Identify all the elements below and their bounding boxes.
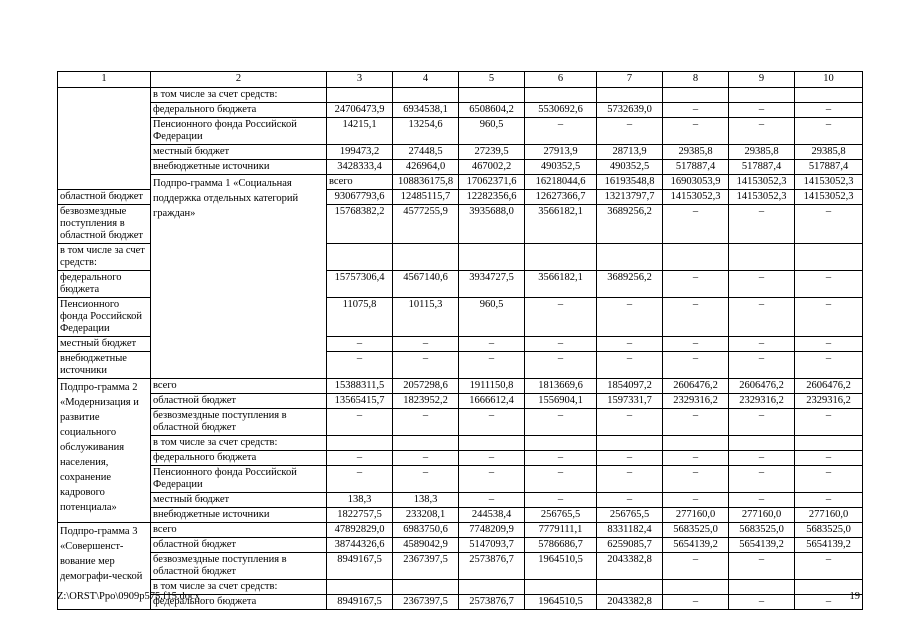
amount-cell — [663, 88, 729, 103]
amount-cell: 12485115,7 — [393, 190, 459, 205]
amount-cell — [393, 436, 459, 451]
amount-cell: – — [525, 298, 597, 337]
amount-cell: – — [459, 409, 525, 436]
funding-source-label: всего — [151, 523, 327, 538]
funding-source-label: федерального бюджета — [58, 271, 151, 298]
table-row — [58, 466, 863, 493]
amount-cell: – — [597, 466, 663, 493]
amount-cell: 10115,3 — [393, 298, 459, 337]
funding-source-label: внебюджетные источники — [151, 160, 327, 175]
amount-cell: 2329316,2 — [663, 394, 729, 409]
amount-cell: – — [729, 337, 795, 352]
amount-cell: – — [597, 451, 663, 466]
funding-source-label: Пенсионного фонда Российской Федерации — [58, 298, 151, 337]
funding-source-label: федерального бюджета — [151, 451, 327, 466]
amount-cell: – — [729, 451, 795, 466]
amount-cell: 3566182,1 — [525, 205, 597, 244]
amount-cell: – — [663, 553, 729, 580]
amount-cell: – — [597, 352, 663, 379]
amount-cell: – — [729, 118, 795, 145]
amount-cell: – — [729, 271, 795, 298]
amount-cell: – — [729, 205, 795, 244]
amount-cell: 27913,9 — [525, 145, 597, 160]
amount-cell: – — [327, 466, 393, 493]
amount-cell: – — [327, 352, 393, 379]
amount-cell: 5654139,2 — [729, 538, 795, 553]
table-row — [58, 175, 863, 190]
amount-cell: – — [393, 466, 459, 493]
amount-cell: 28713,9 — [597, 145, 663, 160]
amount-cell — [525, 580, 597, 595]
amount-cell: – — [597, 118, 663, 145]
file-path: Z:\ORST\Ppo\0909p575.f15.docx — [57, 591, 200, 602]
amount-cell: 14215,1 — [327, 118, 393, 145]
funding-source-label: всего — [151, 379, 327, 394]
amount-cell: 1823952,2 — [393, 394, 459, 409]
amount-cell — [459, 244, 525, 271]
column-number-1: 1 — [58, 72, 151, 88]
amount-cell: 2043382,8 — [597, 595, 663, 610]
table-body — [58, 72, 863, 610]
column-number-6: 6 — [525, 72, 597, 88]
amount-cell: 517887,4 — [729, 160, 795, 175]
amount-cell: 13254,6 — [393, 118, 459, 145]
amount-cell: 27239,5 — [459, 145, 525, 160]
column-number-10: 10 — [795, 72, 863, 88]
amount-cell: 7779111,1 — [525, 523, 597, 538]
amount-cell: 199473,2 — [327, 145, 393, 160]
amount-cell: 138,3 — [327, 493, 393, 508]
table-row — [58, 103, 863, 118]
amount-cell: 277160,0 — [795, 508, 863, 523]
amount-cell: – — [663, 103, 729, 118]
amount-cell: 16193548,8 — [597, 175, 663, 190]
funding-source-label: безвозмездные поступления в областной бюджет — [58, 205, 151, 244]
amount-cell: 1822757,5 — [327, 508, 393, 523]
amount-cell — [729, 244, 795, 271]
amount-cell: 13213797,7 — [597, 190, 663, 205]
funding-source-label: областной бюджет — [151, 394, 327, 409]
column-number-8: 8 — [663, 72, 729, 88]
amount-cell — [393, 88, 459, 103]
funding-source-label: безвозмездные поступления в областной бюджет — [151, 409, 327, 436]
amount-cell: 24706473,9 — [327, 103, 393, 118]
amount-cell: 5147093,7 — [459, 538, 525, 553]
amount-cell: 4577255,9 — [393, 205, 459, 244]
amount-cell: 14153052,3 — [795, 190, 863, 205]
funding-source-label: федерального бюджета — [151, 103, 327, 118]
amount-cell: – — [597, 337, 663, 352]
amount-cell: – — [525, 493, 597, 508]
amount-cell: 5786686,7 — [525, 538, 597, 553]
amount-cell: 3566182,1 — [525, 271, 597, 298]
amount-cell: 2606476,2 — [729, 379, 795, 394]
amount-cell — [795, 436, 863, 451]
table-row — [58, 538, 863, 553]
funding-source-label: областной бюджет — [151, 538, 327, 553]
amount-cell: 14153052,3 — [729, 175, 795, 190]
page-number: 19 — [849, 591, 860, 602]
amount-cell: 8949167,5 — [327, 595, 393, 610]
table-row — [58, 451, 863, 466]
amount-cell: 8331182,4 — [597, 523, 663, 538]
amount-cell: – — [525, 409, 597, 436]
amount-cell — [663, 436, 729, 451]
budget-table — [57, 71, 863, 610]
funding-source-label: местный бюджет — [151, 145, 327, 160]
amount-cell — [393, 244, 459, 271]
amount-cell: 4567140,6 — [393, 271, 459, 298]
amount-cell: 1666612,4 — [459, 394, 525, 409]
amount-cell: 1556904,1 — [525, 394, 597, 409]
funding-source-label: безвозмездные поступления в областной бюджет — [151, 553, 327, 580]
amount-cell: – — [795, 409, 863, 436]
amount-cell: 5683525,0 — [729, 523, 795, 538]
subprogram-name: Подпро-грамма 1 «Социальная поддержка отдельных категорий граждан» — [151, 175, 327, 379]
amount-cell: – — [663, 337, 729, 352]
amount-cell: – — [729, 352, 795, 379]
table-row — [58, 436, 863, 451]
amount-cell: – — [459, 451, 525, 466]
amount-cell: 47892829,0 — [327, 523, 393, 538]
amount-cell: 2606476,2 — [795, 379, 863, 394]
amount-cell: – — [663, 493, 729, 508]
amount-cell: 467002,2 — [459, 160, 525, 175]
table-row — [58, 493, 863, 508]
amount-cell: 277160,0 — [729, 508, 795, 523]
amount-cell: 12627366,7 — [525, 190, 597, 205]
amount-cell: 2367397,5 — [393, 553, 459, 580]
funding-source-label: местный бюджет — [151, 493, 327, 508]
amount-cell: 15757306,4 — [327, 271, 393, 298]
amount-cell: – — [795, 271, 863, 298]
amount-cell: – — [525, 337, 597, 352]
amount-cell: – — [663, 451, 729, 466]
amount-cell: 6983750,6 — [393, 523, 459, 538]
amount-cell: 2043382,8 — [597, 553, 663, 580]
amount-cell: 490352,5 — [525, 160, 597, 175]
funding-source-label: внебюджетные источники — [151, 508, 327, 523]
amount-cell — [459, 88, 525, 103]
table-row — [58, 508, 863, 523]
amount-cell: – — [663, 118, 729, 145]
amount-cell: 15768382,2 — [327, 205, 393, 244]
funding-source-label: федерального бюджета — [151, 595, 327, 610]
amount-cell: 2057298,6 — [393, 379, 459, 394]
amount-cell: – — [795, 205, 863, 244]
amount-cell: 1597331,7 — [597, 394, 663, 409]
table-row — [58, 394, 863, 409]
table-row — [58, 379, 863, 394]
amount-cell: – — [663, 352, 729, 379]
amount-cell: 29385,8 — [795, 145, 863, 160]
amount-cell — [597, 88, 663, 103]
amount-cell: 426964,0 — [393, 160, 459, 175]
amount-cell: 5654139,2 — [795, 538, 863, 553]
amount-cell: 16218044,6 — [525, 175, 597, 190]
amount-cell: 14153052,3 — [795, 175, 863, 190]
funding-source-label: в том числе за счет средств: — [151, 436, 327, 451]
funding-source-label: внебюджетные источники — [58, 352, 151, 379]
amount-cell: – — [729, 103, 795, 118]
amount-cell — [525, 244, 597, 271]
amount-cell: 6259085,7 — [597, 538, 663, 553]
amount-cell: 256765,5 — [525, 508, 597, 523]
table-row — [58, 553, 863, 580]
amount-cell: 29385,8 — [729, 145, 795, 160]
funding-source-label: в том числе за счет средств: — [58, 244, 151, 271]
amount-cell: 244538,4 — [459, 508, 525, 523]
subprogram-name — [58, 88, 151, 190]
amount-cell: – — [525, 466, 597, 493]
column-number-2: 2 — [151, 72, 327, 88]
amount-cell — [663, 244, 729, 271]
amount-cell: – — [729, 553, 795, 580]
amount-cell: 11075,8 — [327, 298, 393, 337]
column-number-5: 5 — [459, 72, 525, 88]
column-number-9: 9 — [729, 72, 795, 88]
amount-cell: – — [795, 451, 863, 466]
amount-cell: – — [393, 451, 459, 466]
amount-cell: 5654139,2 — [663, 538, 729, 553]
amount-cell: – — [459, 352, 525, 379]
amount-cell: 7748209,9 — [459, 523, 525, 538]
subprogram-name: Подпро-грамма 3 «Совершенст-вование мер демографи-ческой — [58, 523, 151, 610]
funding-source-label: в том числе за счет средств: — [151, 580, 327, 595]
amount-cell: – — [795, 466, 863, 493]
amount-cell: 2606476,2 — [663, 379, 729, 394]
amount-cell: 5732639,0 — [597, 103, 663, 118]
column-number-7: 7 — [597, 72, 663, 88]
funding-source-label: областной бюджет — [58, 190, 151, 205]
amount-cell: – — [729, 493, 795, 508]
amount-cell — [597, 436, 663, 451]
funding-source-label: всего — [327, 175, 393, 190]
amount-cell: 3428333,4 — [327, 160, 393, 175]
amount-cell — [459, 580, 525, 595]
amount-cell: 277160,0 — [663, 508, 729, 523]
amount-cell: 960,5 — [459, 298, 525, 337]
amount-cell: 1911150,8 — [459, 379, 525, 394]
amount-cell — [459, 436, 525, 451]
amount-cell: – — [795, 103, 863, 118]
amount-cell — [327, 436, 393, 451]
amount-cell: 15388311,5 — [327, 379, 393, 394]
amount-cell: 233208,1 — [393, 508, 459, 523]
amount-cell: 93067793,6 — [327, 190, 393, 205]
amount-cell: – — [663, 595, 729, 610]
amount-cell: 138,3 — [393, 493, 459, 508]
amount-cell: 1854097,2 — [597, 379, 663, 394]
amount-cell: 14153052,3 — [729, 190, 795, 205]
amount-cell: – — [795, 493, 863, 508]
amount-cell: – — [393, 409, 459, 436]
amount-cell: – — [327, 451, 393, 466]
amount-cell: 517887,4 — [663, 160, 729, 175]
amount-cell: – — [663, 298, 729, 337]
amount-cell: 14153052,3 — [663, 190, 729, 205]
amount-cell: – — [795, 553, 863, 580]
amount-cell: 490352,5 — [597, 160, 663, 175]
amount-cell — [729, 88, 795, 103]
column-number-4: 4 — [393, 72, 459, 88]
amount-cell: 16903053,9 — [663, 175, 729, 190]
amount-cell: 1964510,5 — [525, 595, 597, 610]
amount-cell — [729, 580, 795, 595]
table-row — [58, 145, 863, 160]
amount-cell: 27448,5 — [393, 145, 459, 160]
amount-cell — [327, 580, 393, 595]
amount-cell — [795, 88, 863, 103]
amount-cell — [597, 244, 663, 271]
amount-cell: 29385,8 — [663, 145, 729, 160]
amount-cell: 3689256,2 — [597, 271, 663, 298]
amount-cell: 12282356,6 — [459, 190, 525, 205]
amount-cell — [525, 436, 597, 451]
amount-cell: 2367397,5 — [393, 595, 459, 610]
amount-cell: 8949167,5 — [327, 553, 393, 580]
amount-cell: – — [729, 595, 795, 610]
amount-cell: 3934727,5 — [459, 271, 525, 298]
amount-cell: – — [327, 337, 393, 352]
amount-cell: 960,5 — [459, 118, 525, 145]
table-row — [58, 409, 863, 436]
amount-cell: 38744326,6 — [327, 538, 393, 553]
amount-cell: – — [525, 118, 597, 145]
amount-cell — [663, 580, 729, 595]
amount-cell: 108836175,8 — [393, 175, 459, 190]
amount-cell — [597, 580, 663, 595]
amount-cell: 6934538,1 — [393, 103, 459, 118]
amount-cell: – — [663, 409, 729, 436]
amount-cell: – — [459, 493, 525, 508]
amount-cell — [729, 436, 795, 451]
amount-cell: – — [795, 595, 863, 610]
table-row — [58, 118, 863, 145]
table-row — [58, 160, 863, 175]
amount-cell: 517887,4 — [795, 160, 863, 175]
amount-cell: – — [795, 352, 863, 379]
amount-cell: – — [729, 298, 795, 337]
amount-cell: – — [795, 118, 863, 145]
amount-cell: 256765,5 — [597, 508, 663, 523]
amount-cell: – — [597, 298, 663, 337]
amount-cell — [393, 580, 459, 595]
amount-cell: – — [597, 409, 663, 436]
amount-cell: 2329316,2 — [729, 394, 795, 409]
amount-cell: 13565415,7 — [327, 394, 393, 409]
table-row — [58, 88, 863, 103]
amount-cell: 5683525,0 — [795, 523, 863, 538]
amount-cell: – — [393, 352, 459, 379]
funding-source-label: в том числе за счет средств: — [151, 88, 327, 103]
amount-cell: – — [327, 409, 393, 436]
amount-cell: – — [663, 205, 729, 244]
amount-cell: – — [729, 409, 795, 436]
amount-cell: – — [795, 298, 863, 337]
amount-cell: 3935688,0 — [459, 205, 525, 244]
amount-cell: – — [663, 466, 729, 493]
amount-cell: 5683525,0 — [663, 523, 729, 538]
amount-cell: – — [597, 493, 663, 508]
amount-cell: 2573876,7 — [459, 595, 525, 610]
amount-cell: 2329316,2 — [795, 394, 863, 409]
amount-cell: – — [729, 466, 795, 493]
amount-cell: 17062371,6 — [459, 175, 525, 190]
amount-cell: – — [459, 466, 525, 493]
amount-cell: 1813669,6 — [525, 379, 597, 394]
amount-cell: 1964510,5 — [525, 553, 597, 580]
amount-cell — [327, 88, 393, 103]
amount-cell: 5530692,6 — [525, 103, 597, 118]
amount-cell: 6508604,2 — [459, 103, 525, 118]
amount-cell: 2573876,7 — [459, 553, 525, 580]
column-number-3: 3 — [327, 72, 393, 88]
amount-cell — [327, 244, 393, 271]
amount-cell: – — [525, 451, 597, 466]
subprogram-name: Подпро-грамма 2 «Модернизация и развитие социального обслуживания населения, сохранение кадрового потенциала» — [58, 379, 151, 523]
amount-cell: – — [393, 337, 459, 352]
amount-cell: 3689256,2 — [597, 205, 663, 244]
column-number-row — [58, 72, 863, 88]
amount-cell: – — [663, 271, 729, 298]
amount-cell: – — [459, 337, 525, 352]
amount-cell: – — [525, 352, 597, 379]
funding-source-label: Пенсионного фонда Российской Федерации — [151, 466, 327, 493]
amount-cell — [525, 88, 597, 103]
table-row — [58, 523, 863, 538]
amount-cell: – — [795, 337, 863, 352]
amount-cell — [795, 244, 863, 271]
amount-cell: 4589042,9 — [393, 538, 459, 553]
funding-source-label: Пенсионного фонда Российской Федерации — [151, 118, 327, 145]
funding-source-label: местный бюджет — [58, 337, 151, 352]
